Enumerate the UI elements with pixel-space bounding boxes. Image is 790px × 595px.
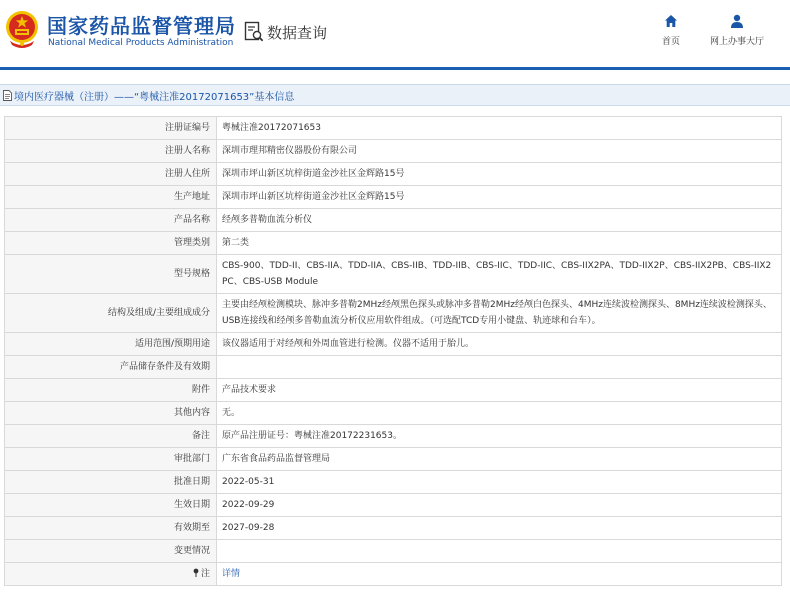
row-label-storage: 产品储存条件及有效期 bbox=[5, 356, 217, 379]
row-value-remarks: 原产品注册证号：粤械注准20172231653。 bbox=[217, 425, 782, 448]
table-row bbox=[5, 356, 782, 379]
row-label-production-address: 生产地址 bbox=[5, 186, 217, 209]
user-icon bbox=[730, 14, 744, 28]
table-row bbox=[5, 425, 782, 448]
header-divider bbox=[0, 67, 790, 70]
table-row bbox=[5, 540, 782, 563]
data-query-heading bbox=[244, 20, 327, 44]
row-label-registrant-name: 注册人名称 bbox=[5, 140, 217, 163]
row-label-effective-date: 生效日期 bbox=[5, 494, 217, 517]
pin-icon bbox=[192, 568, 200, 577]
row-value-storage bbox=[217, 356, 782, 379]
row-label-registrant-address: 注册人住所 bbox=[5, 163, 217, 186]
row-label-valid-until: 有效期至 bbox=[5, 517, 217, 540]
row-value-attachment: 产品技术要求 bbox=[217, 379, 782, 402]
row-label-changes: 变更情况 bbox=[5, 540, 217, 563]
table-row bbox=[5, 209, 782, 232]
table-row bbox=[5, 471, 782, 494]
row-label-note-text: 注 bbox=[200, 569, 210, 579]
national-emblem-icon bbox=[4, 9, 40, 49]
site-logo-title[interactable]: 国家药品监督管理局 bbox=[47, 14, 236, 38]
row-label-other: 其他内容 bbox=[5, 402, 217, 425]
nav-home-link[interactable] bbox=[660, 14, 682, 47]
table-row bbox=[5, 186, 782, 209]
row-value-effective-date: 2022-09-29 bbox=[217, 494, 782, 517]
row-label-approval-dept: 审批部门 bbox=[5, 448, 217, 471]
data-query-icon bbox=[244, 21, 264, 43]
row-value-product-name: 经颅多普勒血流分析仪 bbox=[217, 209, 782, 232]
row-label-attachment: 附件 bbox=[5, 379, 217, 402]
row-value-approval-dept: 广东省食品药品监督管理局 bbox=[217, 448, 782, 471]
table-row bbox=[5, 117, 782, 140]
document-icon bbox=[3, 90, 12, 101]
row-label-approval-date: 批准日期 bbox=[5, 471, 217, 494]
site-logo-subtitle[interactable]: National Medical Products Administration bbox=[48, 38, 234, 48]
row-label-remarks: 备注 bbox=[5, 425, 217, 448]
row-label-management-class: 管理类别 bbox=[5, 232, 217, 255]
row-value-changes bbox=[217, 540, 782, 563]
registration-detail-table bbox=[4, 116, 782, 586]
row-value-intended-use: 该仪器适用于对经颅和外周血管进行检测。仪器不适用于胎儿。 bbox=[217, 333, 782, 356]
table-row bbox=[5, 294, 782, 333]
site-header bbox=[0, 0, 790, 68]
row-value-other: 无。 bbox=[217, 402, 782, 425]
row-label-registration-no: 注册证编号 bbox=[5, 117, 217, 140]
table-row bbox=[5, 517, 782, 540]
table-row bbox=[5, 163, 782, 186]
row-label-structure: 结构及组成/主要组成成分 bbox=[5, 294, 217, 333]
row-value-note bbox=[217, 563, 782, 586]
row-value-registrant-name: 深圳市理邦精密仪器股份有限公司 bbox=[217, 140, 782, 163]
data-query-label: 数据查询 bbox=[267, 23, 328, 42]
row-value-production-address: 深圳市坪山新区坑梓街道金沙社区金辉路15号 bbox=[217, 186, 782, 209]
table-row bbox=[5, 232, 782, 255]
row-value-structure: 主要由经颅检测模块、脉冲多普勒2MHz经颅黑色探头或脉冲多普勒2MHz经颅白色探头、4MHz连续波检测探头、8MHz连续波检测探头、USB连接线和经颅多普勒血流分析仪应用软件组成。（可选配TCD专用小键盘、轨迹球和台车）。 bbox=[217, 294, 782, 333]
nav-online-service-label: 网上办事大厅 bbox=[709, 37, 764, 47]
details-link[interactable]: 详情 bbox=[222, 569, 241, 579]
table-row bbox=[5, 402, 782, 425]
table-row bbox=[5, 379, 782, 402]
table-row bbox=[5, 333, 782, 356]
table-row bbox=[5, 255, 782, 294]
table-row bbox=[5, 140, 782, 163]
home-icon bbox=[664, 14, 678, 28]
row-label-product-name: 产品名称 bbox=[5, 209, 217, 232]
table-row bbox=[5, 448, 782, 471]
section-header bbox=[0, 84, 790, 106]
table-row bbox=[5, 494, 782, 517]
section-title: 境内医疗器械（注册）——“粤械注准20172071653”基本信息 bbox=[14, 91, 295, 103]
nav-online-service-link[interactable] bbox=[706, 14, 768, 47]
nav-home-label: 首页 bbox=[661, 37, 680, 47]
row-value-approval-date: 2022-05-31 bbox=[217, 471, 782, 494]
row-label-model-spec: 型号规格 bbox=[5, 255, 217, 294]
row-label-intended-use: 适用范围/预期用途 bbox=[5, 333, 217, 356]
row-value-valid-until: 2027-09-28 bbox=[217, 517, 782, 540]
row-value-management-class: 第二类 bbox=[217, 232, 782, 255]
row-value-registration-no: 粤械注准20172071653 bbox=[217, 117, 782, 140]
row-value-registrant-address: 深圳市坪山新区坑梓街道金沙社区金辉路15号 bbox=[217, 163, 782, 186]
table-row bbox=[5, 563, 782, 586]
row-label-note bbox=[5, 563, 217, 586]
row-value-model-spec: CBS-900、TDD-II、CBS-IIA、TDD-IIA、CBS-IIB、TDD-IIB、CBS-IIC、TDD-IIC、CBS-IIX2PA、TDD-IIX2P、CBS-IIX2PB、CBS-IIX2PC、CBS-USB Module bbox=[217, 255, 782, 294]
